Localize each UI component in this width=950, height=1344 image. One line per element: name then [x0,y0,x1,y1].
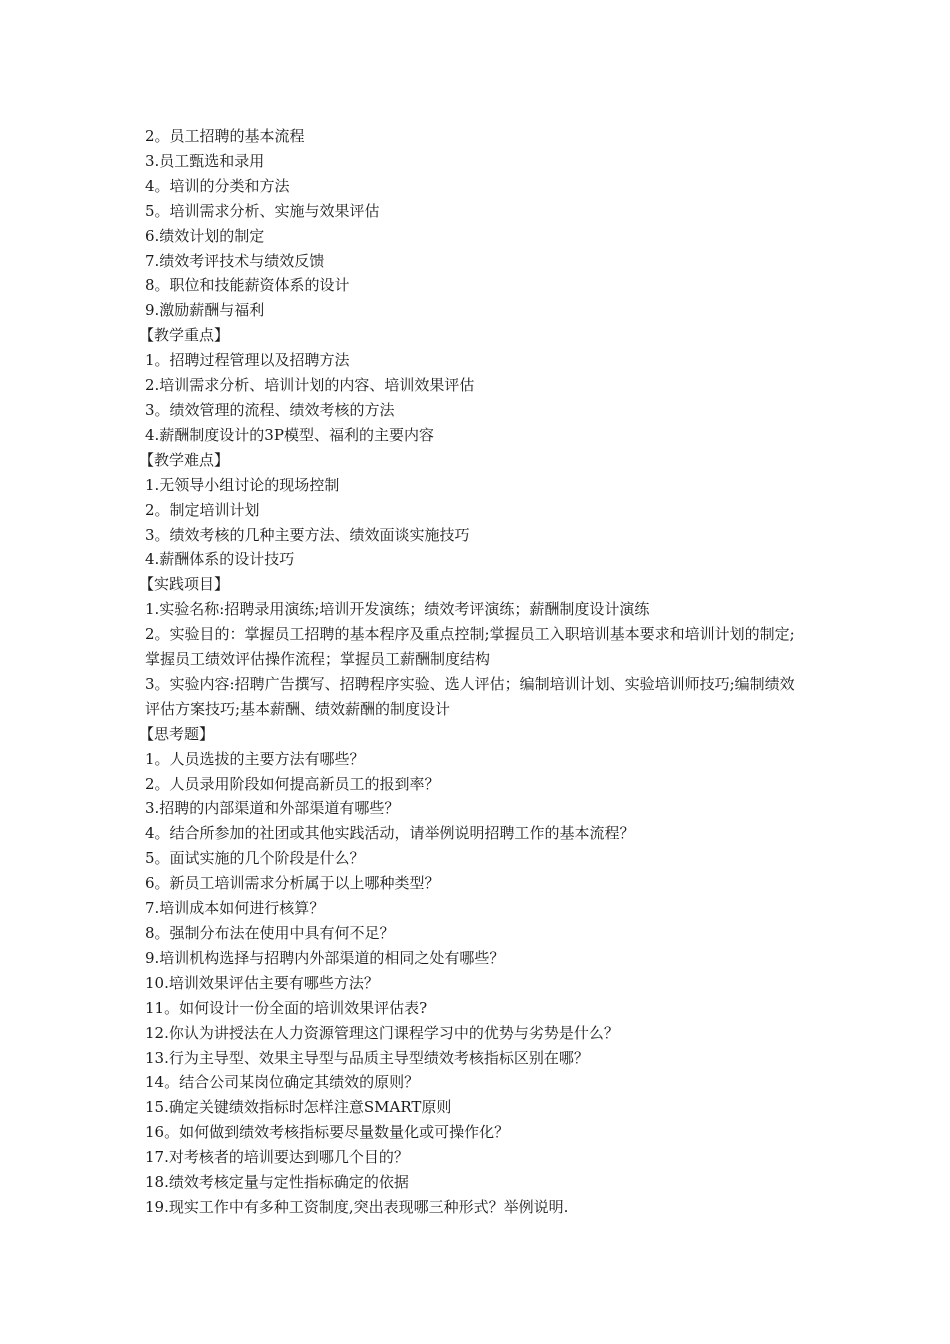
key-points-section [139,323,805,448]
list-item: 7.绩效考评技术与绩效反馈 [145,251,325,270]
document-body [139,124,805,1220]
list-item: 2。实验目的：掌握员工招聘的基本程序及重点控制;掌握员工入职培训基本要求和培训计划的制定;掌握员工绩效评估操作流程；掌握员工薪酬制度结构 [145,625,795,669]
list-item: 5。面试实施的几个阶段是什么？ [145,849,365,868]
list-item: 2.培训需求分析、培训计划的内容、培训效果评估 [145,376,475,395]
list-item: 6。新员工培训需求分析属于以上哪种类型？ [145,874,440,893]
list-item: 4.薪酬体系的设计技巧 [145,550,295,569]
list-item: 19.现实工作中有多种工资制度,突出表现哪三种形式？举例说明. [145,1197,569,1216]
list-item: 3。绩效管理的流程、绩效考核的方法 [145,400,395,419]
list-item: 1。人员选拔的主要方法有哪些？ [145,749,365,768]
practice-section [139,572,805,721]
list-item: 5。培训需求分析、实施与效果评估 [145,201,380,220]
list-item: 10.培训效果评估主要有哪些方法？ [145,973,379,992]
list-item: 1.无领导小组讨论的现场控制 [145,475,340,494]
list-item: 7.培训成本如何进行核算？ [145,899,325,918]
list-item: 14。结合公司某岗位确定其绩效的原则？ [145,1073,420,1092]
section-heading: 【实践项目】 [139,575,230,594]
questions-section [139,722,805,1220]
section-heading: 【思考题】 [139,724,215,743]
list-item: 3。实验内容:招聘广告撰写、招聘程序实验、选人评估；编制培训计划、实验培训师技巧;编制绩效评估方案技巧;基本薪酬、绩效薪酬的制度设计 [145,674,795,718]
list-item: 3.招聘的内部渠道和外部渠道有哪些？ [145,799,400,818]
section-heading: 【教学难点】 [139,450,230,469]
list-item: 8。职位和技能薪资体系的设计 [145,276,350,295]
list-item: 18.绩效考核定量与定性指标确定的依据 [145,1173,409,1192]
content-list [145,124,805,323]
list-item: 3.员工甄选和录用 [145,151,265,170]
list-item: 13.行为主导型、效果主导型与品质主导型绩效考核指标区别在哪？ [145,1048,589,1067]
list-item: 4。培训的分类和方法 [145,176,290,195]
list-item: 3。绩效考核的几种主要方法、绩效面谈实施技巧 [145,525,470,544]
list-item: 2。人员录用阶段如何提高新员工的报到率？ [145,774,440,793]
list-item: 9.激励薪酬与福利 [145,301,265,320]
list-item: 2。制定培训计划 [145,500,260,519]
section-heading: 【教学重点】 [139,326,230,345]
list-item: 15.确定关键绩效指标时怎样注意SMART原则 [145,1098,452,1117]
list-item: 4.薪酬制度设计的3P模型、福利的主要内容 [145,425,434,444]
list-item: 11。如何设计一份全面的培训效果评估表? [145,998,428,1017]
list-item: 17.对考核者的培训要达到哪几个目的？ [145,1148,409,1167]
difficulties-section [139,448,805,573]
list-item: 1。招聘过程管理以及招聘方法 [145,351,350,370]
list-item: 2。员工招聘的基本流程 [145,127,305,145]
list-item: 6.绩效计划的制定 [145,226,265,245]
list-item: 4。结合所参加的社团或其他实践活动，请举例说明招聘工作的基本流程？ [145,824,635,843]
list-item: 1.实验名称:招聘录用演练;培训开发演练；绩效考评演练；薪酬制度设计演练 [145,600,650,619]
list-item: 9.培训机构选择与招聘内外部渠道的相同之处有哪些？ [145,948,505,967]
list-item: 12.你认为讲授法在人力资源管理这门课程学习中的优势与劣势是什么？ [145,1023,619,1042]
list-item: 8。强制分布法在使用中具有何不足？ [145,924,395,942]
list-item: 16。如何做到绩效考核指标要尽量数量化或可操作化？ [145,1123,510,1142]
